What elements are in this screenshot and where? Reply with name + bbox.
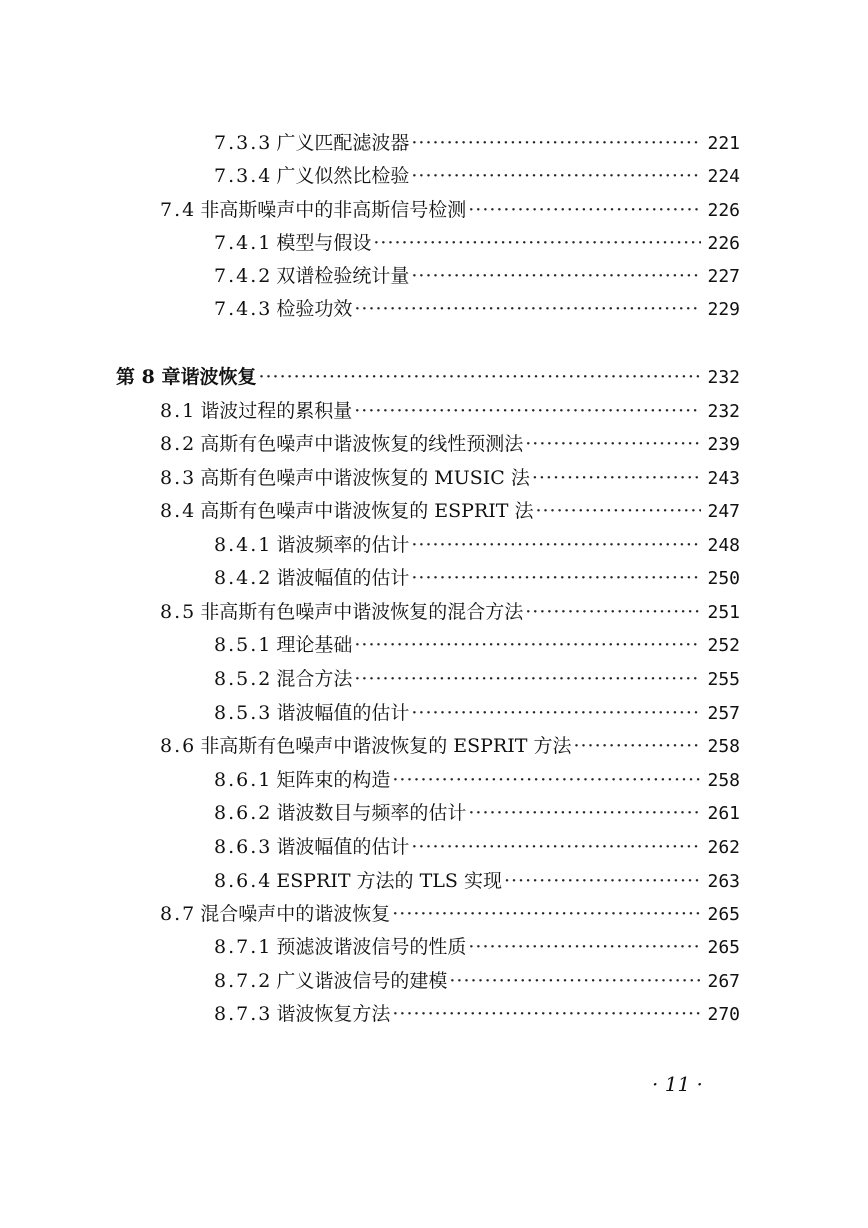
- toc-entry-title: 谐波幅值的估计: [276, 836, 410, 858]
- toc-entry-number: 7.4: [160, 199, 197, 221]
- toc-entry-number: 7.4.2: [214, 265, 273, 287]
- toc-entry-number: 8.1: [160, 400, 197, 422]
- toc-entry-7-4-3: [214, 296, 740, 322]
- toc-entry-page: 265: [707, 937, 740, 958]
- toc-entry-number: 7.3.4: [214, 165, 273, 187]
- toc-entry-8-5-1: [214, 632, 740, 658]
- dot-leader: [411, 700, 701, 726]
- toc-entry-page: 247: [707, 501, 740, 522]
- toc-entry-number: 8.6.3: [214, 836, 273, 858]
- toc-entry-title: 非高斯有色噪声中谐波恢复的混合方法: [200, 601, 524, 623]
- toc-entry-8-7: [160, 901, 740, 927]
- toc-entry-page: 226: [707, 233, 740, 254]
- toc-entry-8-6-4: [214, 868, 740, 894]
- toc-entry-8-4: [160, 498, 740, 524]
- toc-entry-title: 谐波恢复方法: [276, 1003, 391, 1025]
- dot-leader: [392, 901, 701, 927]
- toc-entry-number: 7.3.3: [214, 132, 273, 154]
- dot-leader: [411, 834, 701, 860]
- toc-entry-number: 8.6: [160, 735, 197, 757]
- toc-entry-page: 251: [707, 602, 740, 623]
- toc-entry-page: 265: [707, 904, 740, 925]
- toc-entry-number: 8.3: [160, 467, 197, 489]
- toc-entry-title: 谐波幅值的估计: [276, 567, 410, 589]
- toc-entry-page: 262: [707, 837, 740, 858]
- toc-entry-page: 270: [707, 1004, 740, 1025]
- toc-entry-page: 221: [707, 133, 740, 154]
- dot-leader: [504, 868, 702, 894]
- toc-entry-title: 高斯有色噪声中谐波恢复的 ESPRIT 法: [200, 500, 534, 522]
- toc-entry-title: 谐波数目与频率的估计: [276, 802, 467, 824]
- toc-entry-8-7-1: [214, 934, 740, 960]
- toc-entry-7-3-4: [214, 163, 740, 189]
- dot-leader: [373, 230, 701, 256]
- toc-entry-8-1: [160, 398, 740, 424]
- toc-entry-number: 7.4.3: [214, 298, 273, 320]
- toc-entry-8-5-2: [214, 666, 740, 692]
- toc-entry-title: 广义匹配滤波器: [276, 132, 410, 154]
- toc-entry-title: 谐波频率的估计: [276, 534, 410, 556]
- toc-entry-page: 261: [707, 803, 740, 824]
- toc-entry-page: 267: [707, 971, 740, 992]
- toc-entry-page: 248: [707, 535, 740, 556]
- chapter-number: 第 8 章: [116, 366, 181, 388]
- toc-entry-page: 250: [707, 568, 740, 589]
- chapter-title: 谐波恢复: [180, 366, 257, 388]
- toc-entry-8-7-2: [214, 968, 740, 994]
- toc-entry-number: 8.5: [160, 601, 197, 623]
- toc-entry-8-6-2: [214, 800, 740, 826]
- toc-entry-page: 239: [707, 434, 740, 455]
- toc-entry-title: 检验功效: [276, 298, 353, 320]
- toc-entry-page: 227: [707, 266, 740, 287]
- toc-entry-8-4-1: [214, 532, 740, 558]
- toc-entry-number: 8.7: [160, 903, 197, 925]
- toc-entry-title: 理论基础: [276, 634, 353, 656]
- toc-entry-page: 263: [707, 871, 740, 892]
- toc-chapter-8: [116, 364, 740, 390]
- toc-entry-page: 255: [707, 669, 740, 690]
- toc-entry-8-5: [160, 599, 740, 625]
- dot-leader: [468, 800, 701, 826]
- toc-entry-page: 257: [707, 703, 740, 724]
- toc-entry-title: 谐波过程的累积量: [200, 400, 353, 422]
- toc-entry-8-4-2: [214, 565, 740, 591]
- toc-entry-number: 8.2: [160, 433, 197, 455]
- toc-entry-page: 226: [707, 200, 740, 221]
- toc-entry-title: 模型与假设: [276, 232, 372, 254]
- dot-leader: [411, 565, 701, 591]
- toc-entry-page: 229: [707, 299, 740, 320]
- dot-leader: [354, 666, 701, 692]
- dot-leader: [535, 498, 701, 524]
- toc-entry-number: 8.7.1: [214, 936, 273, 958]
- toc-entry-8-5-3: [214, 700, 740, 726]
- dot-leader: [411, 130, 701, 156]
- toc-entry-page: 232: [707, 367, 740, 388]
- toc-entry-7-4-1: [214, 230, 740, 256]
- toc-entry-number: 8.4.1: [214, 534, 273, 556]
- toc-entry-8-6-3: [214, 834, 740, 860]
- toc-entry-title: 谐波幅值的估计: [276, 702, 410, 724]
- dot-leader: [354, 398, 701, 424]
- toc-entry-number: 7.4.1: [214, 232, 273, 254]
- toc-entry-number: 8.7.3: [214, 1003, 273, 1025]
- toc-entry-title: 广义谐波信号的建模: [276, 970, 448, 992]
- dot-leader: [411, 163, 701, 189]
- dot-leader: [525, 431, 701, 457]
- toc-entry-8-6-1: [214, 767, 740, 793]
- dot-leader: [411, 532, 701, 558]
- toc-entry-page: 243: [707, 468, 740, 489]
- toc-entry-8-6: [160, 733, 740, 759]
- dot-leader: [468, 934, 701, 960]
- toc-entry-8-3: [160, 465, 740, 491]
- toc-entry-number: 8.6.4: [214, 870, 273, 892]
- dot-leader: [411, 263, 701, 289]
- toc-entry-number: 8.6.2: [214, 802, 273, 824]
- toc-entry-7-3-3: [214, 130, 740, 156]
- dot-leader: [354, 632, 701, 658]
- toc-entry-title: 矩阵束的构造: [276, 769, 391, 791]
- toc-entry-title: 非高斯有色噪声中谐波恢复的 ESPRIT 方法: [200, 735, 572, 757]
- dot-leader: [258, 364, 701, 390]
- dot-leader: [392, 767, 701, 793]
- toc-entry-number: 8.4.2: [214, 567, 273, 589]
- toc-entry-8-2: [160, 431, 740, 457]
- dot-leader: [468, 197, 701, 223]
- dot-leader: [525, 599, 701, 625]
- toc-entry-title: 高斯有色噪声中谐波恢复的线性预测法: [200, 433, 524, 455]
- page-number-footer: · 11 ·: [652, 1072, 703, 1096]
- toc-entry-title: 预滤波谐波信号的性质: [276, 936, 467, 958]
- toc-entry-page: 252: [707, 635, 740, 656]
- toc-entry-page: 224: [707, 166, 740, 187]
- dot-leader: [573, 733, 701, 759]
- toc-entry-number: 8.7.2: [214, 970, 273, 992]
- toc-entry-7-4: [160, 197, 740, 223]
- toc-entry-title: 高斯有色噪声中谐波恢复的 MUSIC 法: [200, 467, 530, 489]
- toc-entry-title: 混合方法: [276, 668, 353, 690]
- toc-entry-number: 8.5.2: [214, 668, 273, 690]
- toc-entry-title: 双谱检验统计量: [276, 265, 410, 287]
- dot-leader: [392, 1001, 701, 1027]
- toc-entry-number: 8.5.3: [214, 702, 273, 724]
- toc-entry-8-7-3: [214, 1001, 740, 1027]
- toc-entry-page: 258: [707, 736, 740, 757]
- toc-entry-title: 广义似然比检验: [276, 165, 410, 187]
- toc-entry-page: 232: [707, 401, 740, 422]
- toc-entry-page: 258: [707, 770, 740, 791]
- toc-entry-number: 8.6.1: [214, 769, 273, 791]
- dot-leader: [532, 465, 702, 491]
- toc-entry-number: 8.4: [160, 500, 197, 522]
- toc-entry-number: 8.5.1: [214, 634, 273, 656]
- toc-entry-title: ESPRIT 方法的 TLS 实现: [276, 870, 502, 892]
- toc-entry-7-4-2: [214, 263, 740, 289]
- dot-leader: [449, 968, 701, 994]
- toc-entry-title: 混合噪声中的谐波恢复: [200, 903, 391, 925]
- toc-entry-title: 非高斯噪声中的非高斯信号检测: [200, 199, 467, 221]
- dot-leader: [354, 296, 701, 322]
